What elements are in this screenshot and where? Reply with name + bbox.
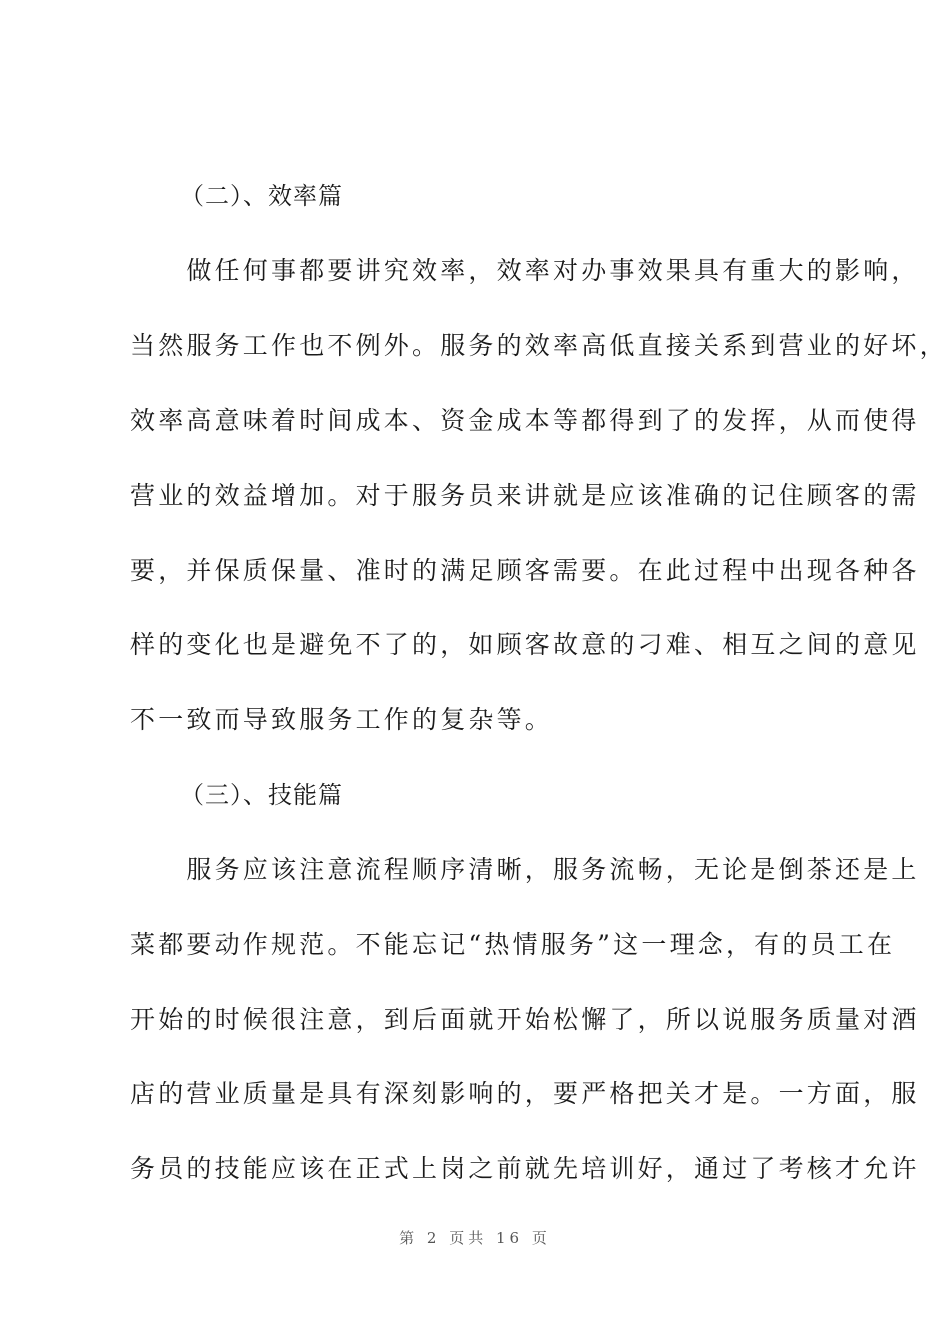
paragraph-line: 当然服务工作也不例外。服务的效率高低直接关系到营业的好坏， <box>130 331 948 360</box>
section-heading-skills: （三）、技能篇 <box>180 781 343 809</box>
paragraph-line: 要，并保质保量、准时的满足顾客需要。在此过程中出现各种各 <box>130 556 920 585</box>
paragraph-line: 做任何事都要讲究效率，效率对办事效果具有重大的影响， <box>130 256 920 285</box>
section-heading-efficiency: （二）、效率篇 <box>180 182 343 210</box>
paragraph-line: 开始的时候很注意，到后面就开始松懈了，所以说服务质量对酒 <box>130 1005 920 1034</box>
paragraph-line: 效率高意味着时间成本、资金成本等都得到了的发挥，从而使得 <box>130 406 920 435</box>
paragraph-line: 样的变化也是避免不了的，如顾客故意的刁难、相互之间的意见 <box>130 630 920 659</box>
paragraph-line: 营业的效益增加。对于服务员来讲就是应该准确的记住顾客的需 <box>130 481 920 510</box>
paragraph-line: 不一致而导致服务工作的复杂等。 <box>130 705 554 734</box>
paragraph-line: 菜都要动作规范。不能忘记“热情服务”这一理念，有的员工在 <box>130 930 896 959</box>
paragraph-line: 店的营业质量是具有深刻影响的，要严格把关才是。一方面，服 <box>130 1079 920 1108</box>
paragraph-line: 服务应该注意流程顺序清晰，服务流畅，无论是倒茶还是上 <box>130 855 920 884</box>
paragraph-line: 务员的技能应该在正式上岗之前就先培训好，通过了考核才允许 <box>130 1154 920 1183</box>
page-number-footer: 第 2 页共 16 页 <box>399 1229 551 1247</box>
